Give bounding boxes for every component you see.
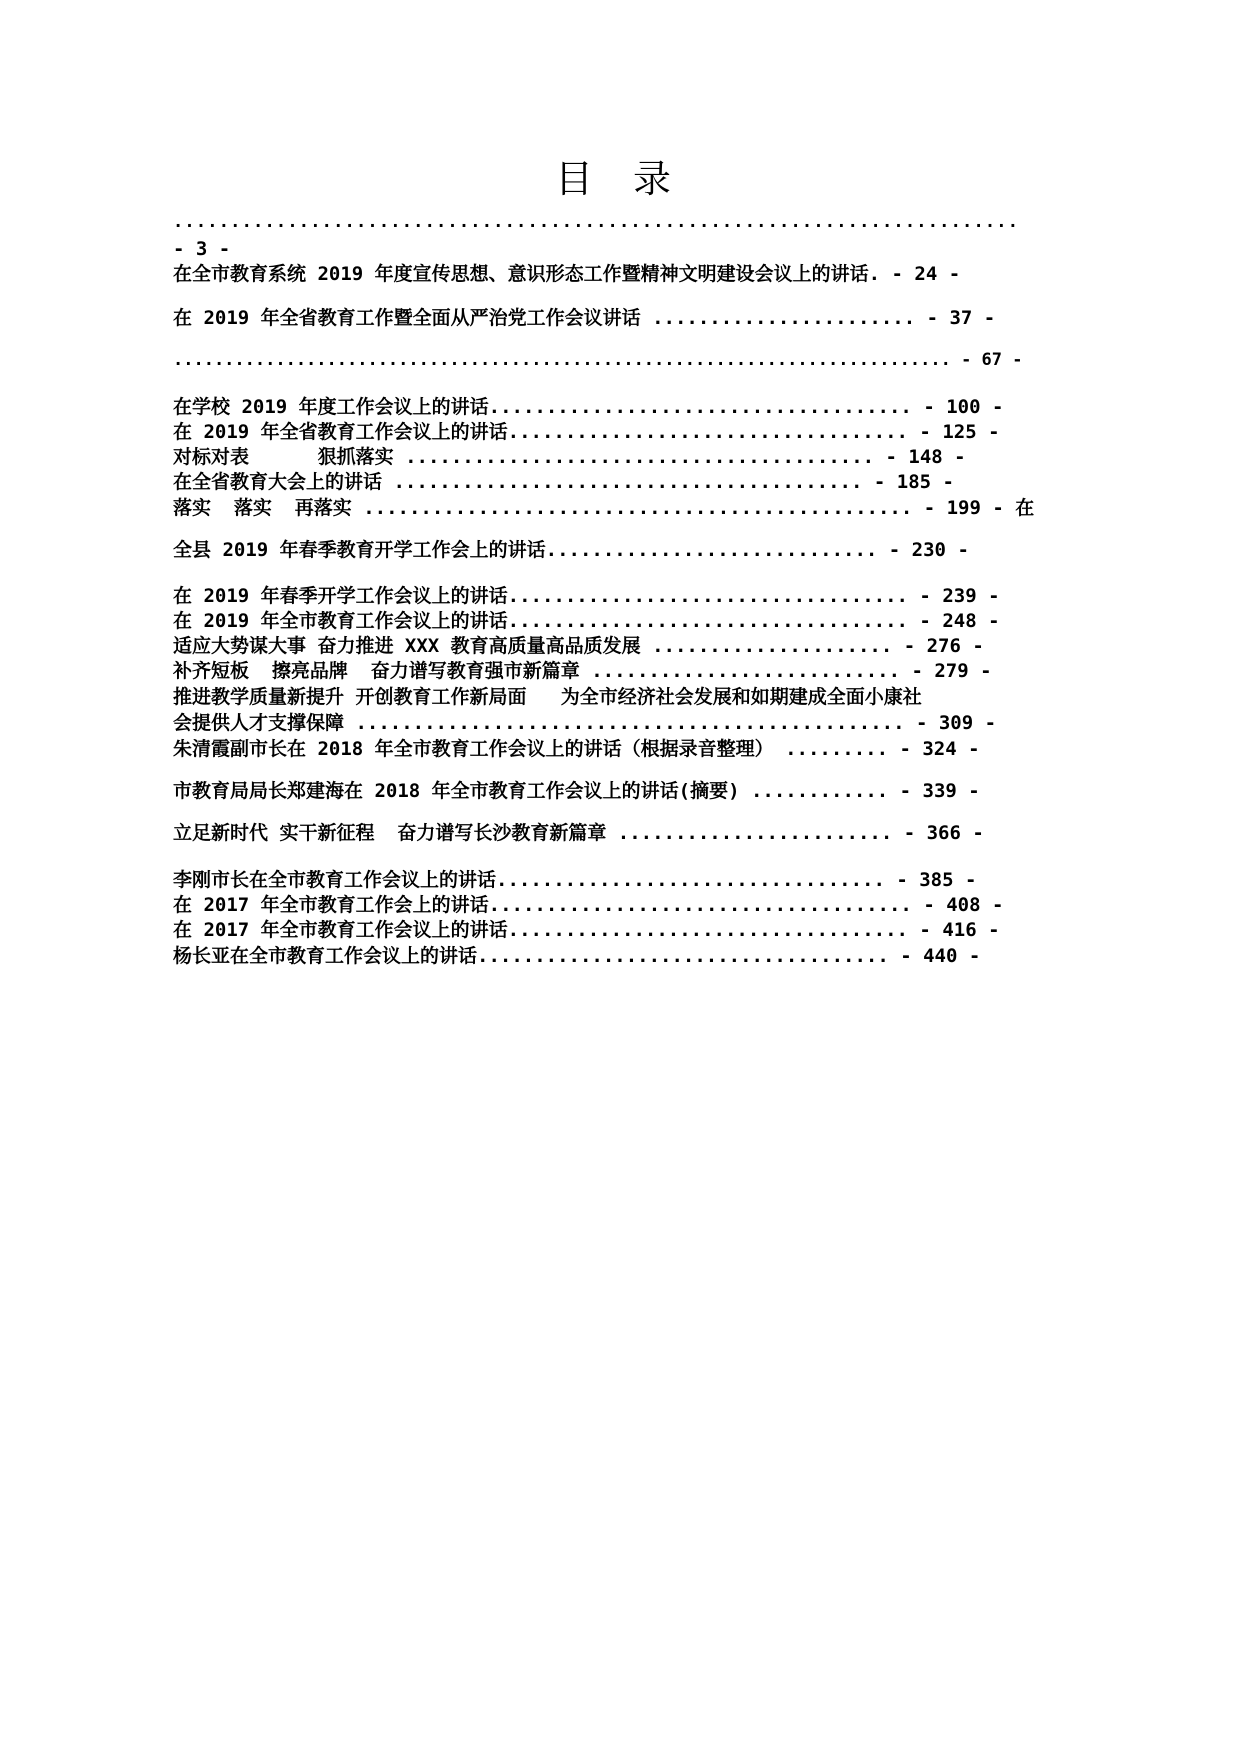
toc-line: 在全市教育系统 2019 年度宣传思想、意识形态工作暨精神文明建设会议上的讲话. - 24 -	[173, 263, 961, 285]
toc-line: 补齐短板 擦亮品牌 奋力谱写教育强市新篇章 ........................... - 279 -	[173, 660, 992, 682]
toc-line: 在 2019 年全省教育工作暨全面从严治党工作会议讲话 ....................... - 37 -	[173, 307, 996, 329]
toc-line: 立足新时代 实干新征程 奋力谱写长沙教育新篇章 ........................ - 366 -	[173, 822, 984, 844]
toc-line: 朱清霞副市长在 2018 年全市教育工作会议上的讲话（根据录音整理） ......... - 324 -	[173, 738, 980, 760]
toc-line: 在全省教育大会上的讲话 ......................................... - 185 -	[173, 471, 954, 493]
toc-line: 在学校 2019 年度工作会议上的讲话..................................... - 100 -	[173, 396, 1004, 418]
toc-line: 对标对表 狠抓落实 ......................................... - 148 -	[173, 446, 966, 468]
toc-line: - 3 -	[173, 238, 231, 260]
toc-line: 李刚市长在全市教育工作会议上的讲话.................................. - 385 -	[173, 869, 977, 891]
toc-line: 在 2019 年全省教育工作会议上的讲话................................... - 125 -	[173, 421, 1000, 443]
page-title: 目 录	[554, 157, 686, 201]
toc-line: ..........................................................................	[173, 212, 1020, 232]
toc-line: 落实 落实 再落实 ................................................ - 199 - 在	[173, 497, 1035, 519]
toc-line: 适应大势谋大事 奋力推进 XXX 教育高质量高品质发展 ..................... - 276 -	[173, 635, 984, 657]
toc-line: 市教育局局长郑建海在 2018 年全市教育工作会议上的讲话(摘要) ............ - 339 -	[173, 780, 980, 802]
toc-line: 在 2019 年春季开学工作会议上的讲话................................... - 239 -	[173, 585, 1000, 607]
toc-line: 在 2017 年全市教育工作会上的讲话..................................... - 408 -	[173, 894, 1004, 916]
toc-line: 杨长亚在全市教育工作会议上的讲话.................................... - 440 -	[173, 945, 981, 967]
toc-line: 全县 2019 年春季教育开学工作会上的讲话............................. - 230 -	[173, 539, 969, 561]
toc-line: 推进教学质量新提升 开创教育工作新局面 为全市经济社会发展和如期建成全面小康社	[173, 686, 922, 708]
toc-line: 在 2019 年全市教育工作会议上的讲话................................... - 248 -	[173, 610, 1000, 632]
toc-line: 在 2017 年全市教育工作会议上的讲话................................... - 416 -	[173, 919, 1000, 941]
toc-line: ............................................................................ - 67 -	[173, 350, 1023, 370]
toc-line: 会提供人才支撑保障 ................................................ - 309 -	[173, 712, 997, 734]
